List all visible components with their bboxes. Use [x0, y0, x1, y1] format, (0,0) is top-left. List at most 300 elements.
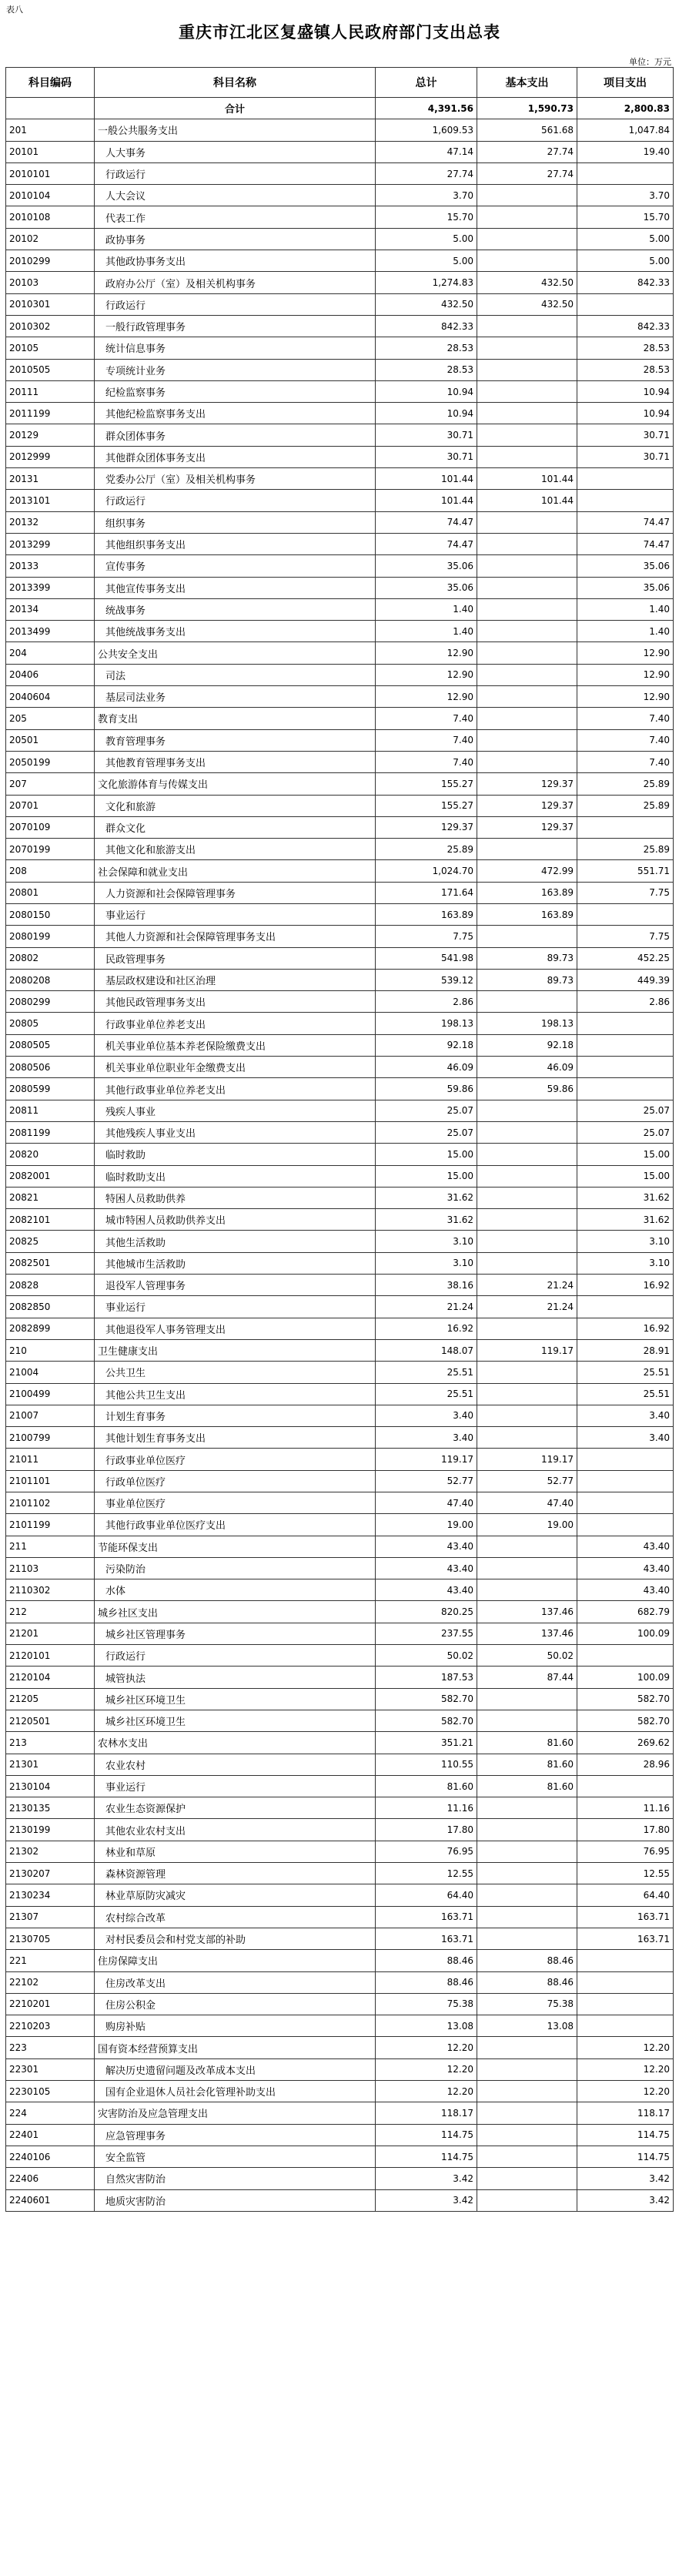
table-row	[6, 359, 674, 380]
basic-expenditure-cell	[477, 359, 577, 380]
subject-name-cell: 其他农业农村支出	[95, 1819, 376, 1841]
table-row	[6, 2102, 674, 2124]
basic-expenditure-cell	[477, 1165, 577, 1187]
total-cell: 28.53	[376, 337, 477, 359]
subject-code-cell: 20103	[6, 272, 95, 293]
project-expenditure-cell: 551.71	[577, 860, 674, 882]
unit-label: 单位：万元	[629, 57, 671, 67]
subject-code-cell: 2040604	[6, 686, 95, 708]
subject-name-cell: 住房公积金	[95, 1993, 376, 2015]
subject-name-cell: 行政运行	[95, 293, 376, 315]
project-expenditure-cell: 5.00	[577, 228, 674, 250]
total-cell: 30.71	[376, 446, 477, 467]
total-cell: 50.02	[376, 1645, 477, 1667]
header-project-expenditure: 项目支出	[577, 68, 674, 98]
total-cell: 75.38	[376, 1993, 477, 2015]
table-row	[6, 1339, 674, 1361]
project-expenditure-cell: 30.71	[577, 424, 674, 446]
total-cell: 4,391.56	[376, 98, 477, 119]
total-cell: 35.06	[376, 555, 477, 577]
subject-name-cell: 其他宣传事务支出	[95, 577, 376, 598]
basic-expenditure-cell	[477, 839, 577, 860]
project-expenditure-cell: 10.94	[577, 380, 674, 402]
basic-expenditure-cell: 89.73	[477, 969, 577, 990]
basic-expenditure-cell	[477, 250, 577, 272]
subject-code-cell: 21205	[6, 1688, 95, 1710]
project-expenditure-cell: 163.71	[577, 1928, 674, 1949]
basic-expenditure-cell: 119.17	[477, 1339, 577, 1361]
total-cell: 21.24	[376, 1296, 477, 1318]
table-row	[6, 795, 674, 816]
subject-code-cell: 2082850	[6, 1296, 95, 1318]
subject-name-cell: 卫生健康支出	[95, 1339, 376, 1361]
project-expenditure-cell	[577, 1449, 674, 1470]
table-row	[6, 1950, 674, 1971]
subject-code-cell: 22401	[6, 2124, 95, 2146]
subject-code-cell: 21011	[6, 1449, 95, 1470]
subject-code-cell: 2011199	[6, 403, 95, 424]
subject-name-cell: 党委办公厅（室）及相关机构事务	[95, 468, 376, 490]
subject-code-cell: 205	[6, 708, 95, 729]
table-row	[6, 1775, 674, 1797]
subject-code-cell: 21307	[6, 1906, 95, 1928]
subject-code-cell: 210	[6, 1339, 95, 1361]
total-cell: 7.40	[376, 729, 477, 751]
project-expenditure-cell: 16.92	[577, 1318, 674, 1339]
basic-expenditure-cell	[477, 2102, 577, 2124]
subject-name-cell: 住房保障支出	[95, 1950, 376, 1971]
project-expenditure-cell: 12.20	[577, 2058, 674, 2080]
subject-name-cell: 其他行政事业单位医疗支出	[95, 1514, 376, 1536]
total-cell: 129.37	[376, 816, 477, 838]
table-row	[6, 1710, 674, 1731]
subject-code-cell	[6, 98, 95, 119]
project-expenditure-cell: 25.07	[577, 1121, 674, 1143]
total-cell: 17.80	[376, 1819, 477, 1841]
subject-code-cell: 212	[6, 1601, 95, 1623]
table-row	[6, 1078, 674, 1100]
table-row	[6, 1057, 674, 1078]
project-expenditure-cell: 12.20	[577, 2081, 674, 2102]
total-cell: 171.64	[376, 882, 477, 903]
table-row	[6, 1863, 674, 1884]
total-cell: 30.71	[376, 424, 477, 446]
subject-name-cell: 文化旅游体育与传媒支出	[95, 773, 376, 795]
subject-code-cell: 2080599	[6, 1078, 95, 1100]
project-expenditure-cell	[577, 1057, 674, 1078]
subject-name-cell: 其他人力资源和社会保障管理事务支出	[95, 926, 376, 947]
basic-expenditure-cell	[477, 1841, 577, 1862]
table-row	[6, 1405, 674, 1426]
basic-expenditure-cell	[477, 1187, 577, 1208]
table-header-row	[6, 68, 674, 98]
basic-expenditure-cell: 1,590.73	[477, 98, 577, 119]
table-row	[6, 1667, 674, 1688]
subject-code-cell: 20102	[6, 228, 95, 250]
total-cell: 88.46	[376, 1950, 477, 1971]
table-row	[6, 337, 674, 359]
subject-code-cell: 211	[6, 1536, 95, 1557]
subject-name-cell: 残疾人事业	[95, 1100, 376, 1121]
subject-name-cell: 解决历史遗留问题及改革成本支出	[95, 2058, 376, 2080]
subject-name-cell: 基层政权建设和社区治理	[95, 969, 376, 990]
table-row	[6, 2015, 674, 2037]
total-cell: 12.20	[376, 2081, 477, 2102]
subject-code-cell: 2081199	[6, 1121, 95, 1143]
table-row	[6, 1971, 674, 1993]
total-cell: 10.94	[376, 380, 477, 402]
subject-name-cell: 基层司法业务	[95, 686, 376, 708]
subject-code-cell: 2010299	[6, 250, 95, 272]
project-expenditure-cell: 16.92	[577, 1275, 674, 1296]
subject-code-cell: 2012999	[6, 446, 95, 467]
project-expenditure-cell	[577, 1775, 674, 1797]
total-cell: 3.42	[376, 2168, 477, 2189]
basic-expenditure-cell	[477, 1318, 577, 1339]
subject-code-cell: 22406	[6, 2168, 95, 2189]
total-cell: 46.09	[376, 1057, 477, 1078]
project-expenditure-cell	[577, 468, 674, 490]
subject-code-cell: 2013299	[6, 533, 95, 554]
subject-name-cell: 统计信息事务	[95, 337, 376, 359]
table-row	[6, 1275, 674, 1296]
project-expenditure-cell	[577, 490, 674, 511]
subject-code-cell: 2120104	[6, 1667, 95, 1688]
total-cell: 12.90	[376, 642, 477, 664]
basic-expenditure-cell: 119.17	[477, 1449, 577, 1470]
table-row	[6, 1492, 674, 1514]
subject-name-cell: 教育支出	[95, 708, 376, 729]
basic-expenditure-cell	[477, 642, 577, 664]
basic-expenditure-cell	[477, 751, 577, 772]
subject-code-cell: 20801	[6, 882, 95, 903]
subject-code-cell: 20406	[6, 664, 95, 685]
total-cell: 1,609.53	[376, 119, 477, 141]
basic-expenditure-cell: 19.00	[477, 1514, 577, 1536]
subject-code-cell: 20101	[6, 141, 95, 162]
total-cell: 1,024.70	[376, 860, 477, 882]
table-row	[6, 1187, 674, 1208]
subject-code-cell: 2130207	[6, 1863, 95, 1884]
table-row	[6, 1928, 674, 1949]
table-row	[6, 664, 674, 685]
table-row	[6, 1209, 674, 1231]
subject-name-cell: 教育管理事务	[95, 729, 376, 751]
subject-code-cell: 2013101	[6, 490, 95, 511]
subject-name-cell: 其他纪检监察事务支出	[95, 403, 376, 424]
project-expenditure-cell	[577, 1296, 674, 1318]
basic-expenditure-cell: 50.02	[477, 1645, 577, 1667]
subject-code-cell: 2013499	[6, 621, 95, 642]
table-row	[6, 2189, 674, 2211]
table-row	[6, 228, 674, 250]
basic-expenditure-cell: 81.60	[477, 1775, 577, 1797]
basic-expenditure-cell: 101.44	[477, 490, 577, 511]
table-row	[6, 1601, 674, 1623]
subject-name-cell: 行政运行	[95, 162, 376, 184]
subject-code-cell: 2010101	[6, 162, 95, 184]
total-cell: 19.00	[376, 1514, 477, 1536]
table-row	[6, 1034, 674, 1056]
total-row	[6, 98, 674, 119]
subject-code-cell: 2240601	[6, 2189, 95, 2211]
table-row	[6, 206, 674, 228]
basic-expenditure-cell: 129.37	[477, 816, 577, 838]
project-expenditure-cell: 1.40	[577, 621, 674, 642]
subject-code-cell: 2130104	[6, 1775, 95, 1797]
total-cell: 119.17	[376, 1449, 477, 1470]
table-row	[6, 751, 674, 772]
subject-name-cell: 公共安全支出	[95, 642, 376, 664]
project-expenditure-cell: 12.90	[577, 642, 674, 664]
subject-name-cell: 组织事务	[95, 511, 376, 533]
project-expenditure-cell: 64.40	[577, 1884, 674, 1906]
subject-name-cell: 其他教育管理事务支出	[95, 751, 376, 772]
basic-expenditure-cell: 59.86	[477, 1078, 577, 1100]
subject-code-cell: 2082001	[6, 1165, 95, 1187]
total-cell: 7.75	[376, 926, 477, 947]
header-subject-name: 科目名称	[95, 68, 376, 98]
subject-code-cell: 20701	[6, 795, 95, 816]
subject-name-cell: 人大事务	[95, 141, 376, 162]
project-expenditure-cell: 100.09	[577, 1667, 674, 1688]
subject-code-cell: 208	[6, 860, 95, 882]
page-title: 重庆市江北区复盛镇人民政府部门支出总表	[179, 22, 500, 42]
subject-name-cell: 节能环保支出	[95, 1536, 376, 1557]
table-row	[6, 1645, 674, 1667]
subject-code-cell: 2010108	[6, 206, 95, 228]
table-row	[6, 533, 674, 554]
project-expenditure-cell: 12.90	[577, 686, 674, 708]
total-cell: 47.14	[376, 141, 477, 162]
basic-expenditure-cell: 472.99	[477, 860, 577, 882]
total-cell: 25.51	[376, 1383, 477, 1405]
table-row	[6, 621, 674, 642]
project-expenditure-cell: 3.70	[577, 185, 674, 206]
subject-code-cell: 2080505	[6, 1034, 95, 1056]
subject-code-cell: 204	[6, 642, 95, 664]
subject-name-cell: 应急管理事务	[95, 2124, 376, 2146]
subject-code-cell: 207	[6, 773, 95, 795]
subject-code-cell: 2101199	[6, 1514, 95, 1536]
subject-name-cell: 农业生态资源保护	[95, 1797, 376, 1819]
total-cell: 1,274.83	[376, 272, 477, 293]
table-row	[6, 1013, 674, 1034]
subject-code-cell: 20825	[6, 1231, 95, 1252]
subject-name-cell: 合计	[95, 98, 376, 119]
basic-expenditure-cell	[477, 1906, 577, 1928]
total-cell: 820.25	[376, 1601, 477, 1623]
subject-name-cell: 其他城市生活救助	[95, 1252, 376, 1274]
subject-name-cell: 事业单位医疗	[95, 1492, 376, 1514]
basic-expenditure-cell	[477, 2146, 577, 2167]
subject-code-cell: 22102	[6, 1971, 95, 1993]
table-row	[6, 1100, 674, 1121]
subject-code-cell: 221	[6, 1950, 95, 1971]
project-expenditure-cell: 3.42	[577, 2189, 674, 2211]
total-cell: 101.44	[376, 490, 477, 511]
subject-name-cell: 其他行政事业单位养老支出	[95, 1078, 376, 1100]
total-cell: 1.40	[376, 598, 477, 620]
table-row	[6, 577, 674, 598]
table-row	[6, 729, 674, 751]
project-expenditure-cell: 17.80	[577, 1819, 674, 1841]
project-expenditure-cell	[577, 1514, 674, 1536]
subject-name-cell: 政府办公厅（室）及相关机构事务	[95, 272, 376, 293]
total-cell: 198.13	[376, 1013, 477, 1034]
subject-name-cell: 一般公共服务支出	[95, 119, 376, 141]
basic-expenditure-cell: 137.46	[477, 1623, 577, 1644]
subject-name-cell: 其他组织事务支出	[95, 533, 376, 554]
table-row	[6, 119, 674, 141]
project-expenditure-cell: 3.40	[577, 1427, 674, 1449]
basic-expenditure-cell	[477, 1928, 577, 1949]
subject-code-cell: 2130135	[6, 1797, 95, 1819]
subject-code-cell: 224	[6, 2102, 95, 2124]
subject-code-cell: 20805	[6, 1013, 95, 1034]
total-cell: 539.12	[376, 969, 477, 990]
total-cell: 25.07	[376, 1100, 477, 1121]
project-expenditure-cell: 7.75	[577, 882, 674, 903]
total-cell: 3.70	[376, 185, 477, 206]
subject-name-cell: 其他残疾人事业支出	[95, 1121, 376, 1143]
basic-expenditure-cell	[477, 2189, 577, 2211]
subject-code-cell: 2013399	[6, 577, 95, 598]
table-number-label: 表八	[6, 5, 23, 15]
total-cell: 5.00	[376, 228, 477, 250]
total-cell: 15.00	[376, 1144, 477, 1165]
table-row	[6, 991, 674, 1013]
total-cell: 12.90	[376, 664, 477, 685]
table-row	[6, 1318, 674, 1339]
subject-code-cell: 2110302	[6, 1579, 95, 1601]
subject-code-cell: 2240106	[6, 2146, 95, 2167]
table-row	[6, 1383, 674, 1405]
project-expenditure-cell: 3.10	[577, 1231, 674, 1252]
basic-expenditure-cell	[477, 1144, 577, 1165]
project-expenditure-cell: 11.16	[577, 1797, 674, 1819]
project-expenditure-cell: 3.40	[577, 1405, 674, 1426]
subject-name-cell: 林业草原防灾减灾	[95, 1884, 376, 1906]
project-expenditure-cell: 15.00	[577, 1144, 674, 1165]
table-row	[6, 1688, 674, 1710]
project-expenditure-cell: 31.62	[577, 1187, 674, 1208]
total-cell: 16.92	[376, 1318, 477, 1339]
basic-expenditure-cell	[477, 403, 577, 424]
table-row	[6, 403, 674, 424]
project-expenditure-cell: 3.42	[577, 2168, 674, 2189]
subject-name-cell: 其他文化和旅游支出	[95, 839, 376, 860]
table-row	[6, 642, 674, 664]
project-expenditure-cell	[577, 1645, 674, 1667]
subject-code-cell: 20111	[6, 380, 95, 402]
basic-expenditure-cell	[477, 729, 577, 751]
subject-code-cell: 2120501	[6, 1710, 95, 1731]
basic-expenditure-cell	[477, 2124, 577, 2146]
table-row	[6, 1579, 674, 1601]
project-expenditure-cell: 25.07	[577, 1100, 674, 1121]
basic-expenditure-cell: 87.44	[477, 1667, 577, 1688]
basic-expenditure-cell	[477, 2058, 577, 2080]
subject-code-cell: 2010505	[6, 359, 95, 380]
project-expenditure-cell: 35.06	[577, 577, 674, 598]
project-expenditure-cell: 10.94	[577, 403, 674, 424]
table-row	[6, 293, 674, 315]
total-cell: 13.08	[376, 2015, 477, 2037]
table-row	[6, 1470, 674, 1492]
basic-expenditure-cell	[477, 1688, 577, 1710]
subject-code-cell: 21007	[6, 1405, 95, 1426]
project-expenditure-cell	[577, 1078, 674, 1100]
basic-expenditure-cell: 432.50	[477, 293, 577, 315]
subject-code-cell: 20828	[6, 1275, 95, 1296]
total-cell: 25.89	[376, 839, 477, 860]
subject-name-cell: 城市特困人员救助供养支出	[95, 1209, 376, 1231]
table-row	[6, 1144, 674, 1165]
subject-name-cell: 农业农村	[95, 1754, 376, 1775]
subject-name-cell: 群众文化	[95, 816, 376, 838]
total-cell: 110.55	[376, 1754, 477, 1775]
basic-expenditure-cell: 46.09	[477, 1057, 577, 1078]
total-cell: 3.10	[376, 1252, 477, 1274]
project-expenditure-cell: 5.00	[577, 250, 674, 272]
total-cell: 38.16	[376, 1275, 477, 1296]
project-expenditure-cell: 25.89	[577, 839, 674, 860]
project-expenditure-cell	[577, 293, 674, 315]
project-expenditure-cell: 163.71	[577, 1906, 674, 1928]
project-expenditure-cell	[577, 1470, 674, 1492]
project-expenditure-cell: 15.70	[577, 206, 674, 228]
project-expenditure-cell	[577, 903, 674, 925]
basic-expenditure-cell	[477, 1209, 577, 1231]
basic-expenditure-cell	[477, 1383, 577, 1405]
basic-expenditure-cell	[477, 533, 577, 554]
subject-name-cell: 宣传事务	[95, 555, 376, 577]
subject-name-cell: 其他生活救助	[95, 1231, 376, 1252]
basic-expenditure-cell: 163.89	[477, 903, 577, 925]
table-row	[6, 860, 674, 882]
basic-expenditure-cell: 21.24	[477, 1275, 577, 1296]
project-expenditure-cell: 682.79	[577, 1601, 674, 1623]
basic-expenditure-cell: 561.68	[477, 119, 577, 141]
subject-name-cell: 国有资本经营预算支出	[95, 2037, 376, 2058]
subject-code-cell: 2070199	[6, 839, 95, 860]
project-expenditure-cell: 25.51	[577, 1383, 674, 1405]
total-cell: 28.53	[376, 359, 477, 380]
total-cell: 3.42	[376, 2189, 477, 2211]
table-row	[6, 1296, 674, 1318]
basic-expenditure-cell	[477, 577, 577, 598]
subject-code-cell: 20105	[6, 337, 95, 359]
subject-code-cell: 2082101	[6, 1209, 95, 1231]
project-expenditure-cell: 2.86	[577, 991, 674, 1013]
subject-name-cell: 购房补贴	[95, 2015, 376, 2037]
subject-code-cell: 2210203	[6, 2015, 95, 2037]
basic-expenditure-cell	[477, 1252, 577, 1274]
total-cell: 15.70	[376, 206, 477, 228]
total-cell: 842.33	[376, 315, 477, 337]
subject-code-cell: 20134	[6, 598, 95, 620]
subject-name-cell: 社会保障和就业支出	[95, 860, 376, 882]
basic-expenditure-cell	[477, 1863, 577, 1884]
total-cell: 12.90	[376, 686, 477, 708]
table-row	[6, 882, 674, 903]
basic-expenditure-cell: 75.38	[477, 1993, 577, 2015]
subject-name-cell: 城管执法	[95, 1667, 376, 1688]
basic-expenditure-cell	[477, 315, 577, 337]
subject-name-cell: 一般行政管理事务	[95, 315, 376, 337]
table-row	[6, 490, 674, 511]
